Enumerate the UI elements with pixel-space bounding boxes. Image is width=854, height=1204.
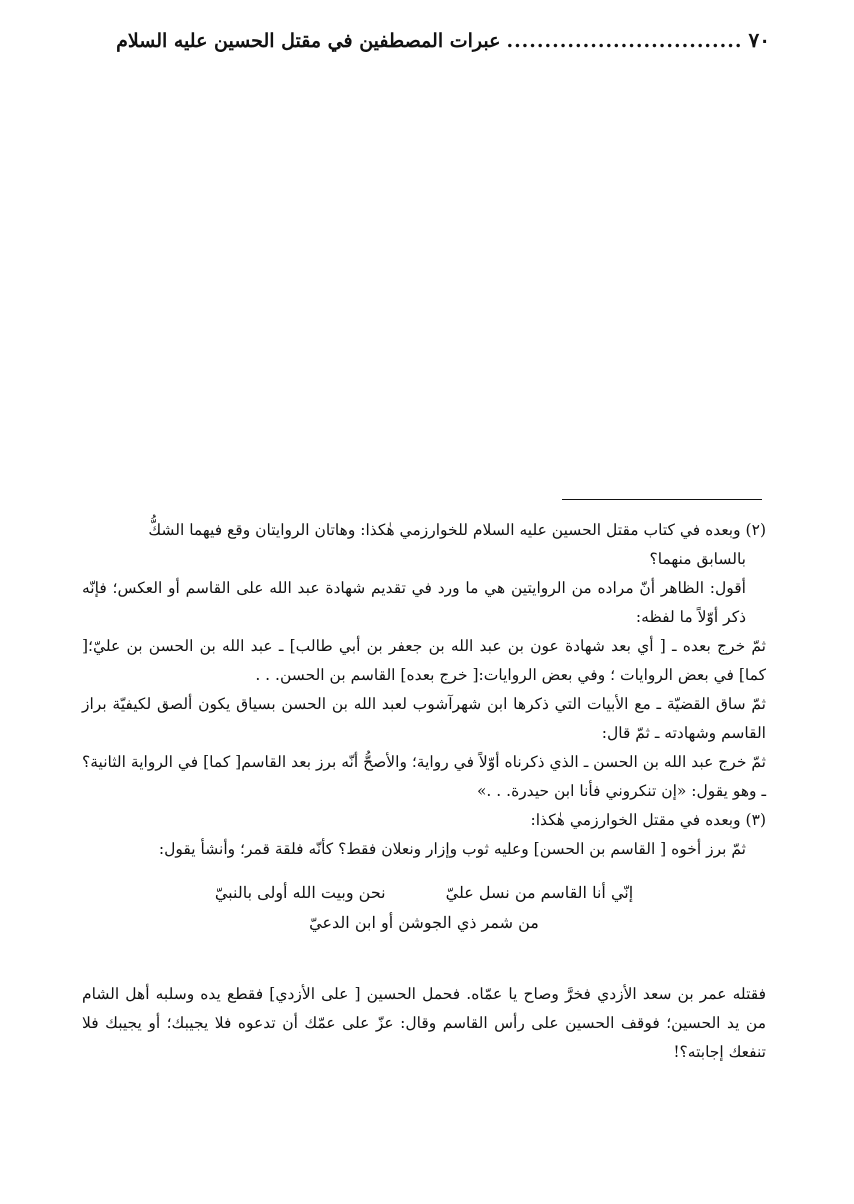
footnote-2-second-line: بالسابق منهما؟: [649, 550, 746, 568]
footnote-2-first-line: [82, 516, 766, 545]
footnote-3-closing-paragraph: فقتله عمر بن سعد الأزدي فخرَّ وصاح يا عمّاه. فحمل الحسين [ على الأزدي] فقطع يده وسلبه أهل الشام من يد الحسين؛ فوقف الحسين على رأس القاسم وقال: عزّ على عمّك أن تدعوه فلا يجيبك؛ أو يجيبك فلا تنفعك إجابته؟!: [82, 985, 766, 1061]
header-leader-dots: ...............................: [506, 30, 743, 52]
footnote-2-quote-1: ثمّ خرج بعده ـ [ أي بعد شهادة عون بن عبد الله بن جعفر بن أبي طالب] ـ عبد الله بن الحسن بن عليّ؛[ كما] في بعض الروايات ؛ وفي بعض الروايات:[ خرج بعده] القاسم بن الحسن. . .: [82, 637, 766, 684]
footnote-3-first-line: [82, 806, 766, 835]
running-title: عبرات المصطفين في مقتل الحسين عليه السلام: [116, 30, 501, 52]
footnotes-block: [82, 516, 766, 1067]
footnote-separator: [562, 499, 762, 500]
page-number: ٧٠: [748, 28, 770, 52]
page-header: [90, 28, 770, 52]
footnote-2-saq-paragraph: ثمّ ساق القضيّة ـ مع الأبيات التي ذكرها ابن شهرآشوب لعبد الله بن الحسن بسياق يكون ألصق لكيفيّة براز القاسم وشهادته ـ ثمّ قال:: [82, 695, 766, 742]
footnote-2-marker: (٢): [745, 521, 766, 539]
poem-hemistich-1a: إنّي أنا القاسم من نسل عليّ: [445, 883, 634, 902]
footnote-3-text: وبعده في مقتل الخوارزمي هٰكذا:: [530, 811, 741, 829]
footnote-2-text: وبعده في كتاب مقتل الحسين عليه السلام للخوارزمي هٰكذا: وهاتان الروايتان وقع فيهما الشكُّ: [148, 521, 741, 539]
poem-verses: [82, 878, 766, 938]
footnote-2-quote-2: ثمّ خرج عبد الله بن الحسن ـ الذي ذكرناه أوّلاً في رواية؛ والأصحُّ أنّه برز بعد القاسم[ كما] في الرواية الثانية؟ـ وهو يقول: «إن تنكروني فأنا ابن حيدرة. . .»: [82, 753, 766, 800]
poem-verse-2: من شمر ذي الجوشن أو ابن الدعيّ: [309, 913, 539, 932]
poem-verse-1: [82, 878, 766, 908]
spacer: [82, 938, 766, 980]
footnote-3-second-line: ثمّ برز أخوه [ القاسم بن الحسن] وعليه ثوب وإزار ونعلان فقط؟ كأنّه فلقة قمر؛ وأنشأ يقول:: [158, 840, 746, 858]
poem-hemistich-1b: نحن وبيت الله أولى بالنبيّ: [214, 883, 386, 902]
footnote-2-aqul-paragraph: أقول: الظاهر أنّ مراده من الروايتين هي ما ورد في تقديم شهادة عبد الله على القاسم أو العكس؛ فإنّه ذكر أوّلاً ما لفظه:: [82, 579, 746, 626]
footnote-3-marker: (٣): [745, 811, 766, 829]
